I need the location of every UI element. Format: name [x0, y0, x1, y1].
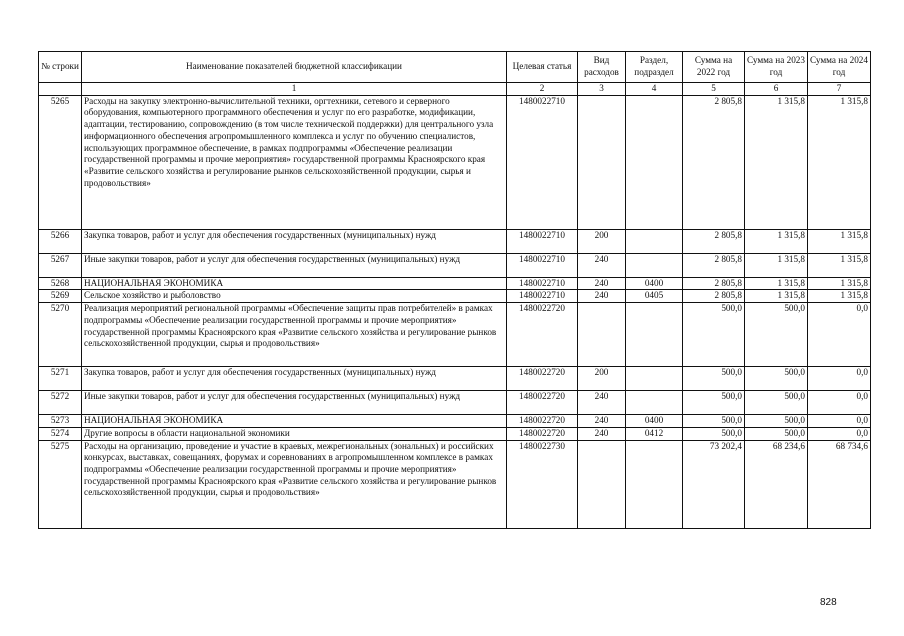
row-number: 5273 [39, 415, 82, 428]
row-section: 0412 [626, 427, 683, 440]
table-body [39, 95, 871, 528]
row-section [626, 253, 683, 277]
row-target: 1480022720 [507, 391, 578, 415]
row-number: 5270 [39, 303, 82, 367]
row-number: 5267 [39, 253, 82, 277]
row-name: Расходы на закупку электронно-вычислительной техники, оргтехники, сетевого и серверного оборудования, компьютерного программного обеспечения и услуг по его разработке, модификации, адаптации, тестированию, сопровождению (в том числе технической поддержки) для центрального узла информационного обеспечения агропромышленного комплекса и услуг по обучению специалистов, использующих программное обеспечение, в рамках подпрограммы «Обеспечение реализации государственной программы и прочие мероприятия» государственной программы Красноярского края «Развитие сельского хозяйства и регулирование рынков сельскохозяйственной продукции, сырья и продовольствия» [82, 95, 507, 229]
row-number: 5265 [39, 95, 82, 229]
row-expense-type: 200 [578, 229, 626, 253]
row-expense-type: 240 [578, 415, 626, 428]
row-target: 1480022710 [507, 229, 578, 253]
row-expense-type [578, 95, 626, 229]
row-sum-2022: 73 202,4 [683, 440, 745, 528]
col-number: 6 [745, 83, 808, 96]
row-name: Закупка товаров, работ и услуг для обеспечения государственных (муниципальных) нужд [82, 229, 507, 253]
table-row [39, 277, 871, 290]
row-sum-2022: 500,0 [683, 427, 745, 440]
row-expense-type: 240 [578, 253, 626, 277]
row-sum-2024: 0,0 [808, 391, 871, 415]
row-expense-type [578, 303, 626, 367]
row-target: 1480022720 [507, 367, 578, 391]
row-section: 0405 [626, 290, 683, 303]
table-row [39, 427, 871, 440]
col-number: 2 [507, 83, 578, 96]
row-sum-2023: 1 315,8 [745, 229, 808, 253]
row-number: 5271 [39, 367, 82, 391]
row-section: 0400 [626, 415, 683, 428]
row-target: 1480022720 [507, 303, 578, 367]
budget-table [38, 51, 871, 529]
table-row [39, 95, 871, 229]
row-target: 1480022730 [507, 440, 578, 528]
row-sum-2022: 500,0 [683, 415, 745, 428]
row-sum-2024: 0,0 [808, 367, 871, 391]
row-sum-2024: 68 734,6 [808, 440, 871, 528]
row-expense-type: 240 [578, 427, 626, 440]
row-sum-2022: 2 805,8 [683, 229, 745, 253]
row-name: Сельское хозяйство и рыболовство [82, 290, 507, 303]
page-number: 828 [820, 597, 837, 608]
row-name: Реализация мероприятий региональной программы «Обеспечение защиты прав потребителей» в рамках подпрограммы «Обеспечение реализации государственной программы и прочие мероприятия» государственной программы Красноярского края «Развитие сельского хозяйства и регулирование рынков сельскохозяйственной продукции, сырья и продовольствия» [82, 303, 507, 367]
row-sum-2023: 500,0 [745, 415, 808, 428]
row-expense-type: 240 [578, 290, 626, 303]
row-sum-2023: 1 315,8 [745, 253, 808, 277]
row-target: 1480022710 [507, 253, 578, 277]
row-sum-2023: 1 315,8 [745, 290, 808, 303]
row-number: 5269 [39, 290, 82, 303]
row-sum-2023: 500,0 [745, 427, 808, 440]
col-number: 1 [82, 83, 507, 96]
col-expense-type: Вид расходов [578, 52, 626, 83]
row-sum-2022: 500,0 [683, 391, 745, 415]
row-section: 0400 [626, 277, 683, 290]
row-name: Другие вопросы в области национальной экономики [82, 427, 507, 440]
table-row [39, 367, 871, 391]
row-name: Иные закупки товаров, работ и услуг для обеспечения государственных (муниципальных) нужд [82, 253, 507, 277]
row-name: НАЦИОНАЛЬНАЯ ЭКОНОМИКА [82, 277, 507, 290]
col-number: 3 [578, 83, 626, 96]
col-number: 4 [626, 83, 683, 96]
row-name: Закупка товаров, работ и услуг для обеспечения государственных (муниципальных) нужд [82, 367, 507, 391]
col-name: Наименование показателей бюджетной классификации [82, 52, 507, 83]
table-row [39, 440, 871, 528]
row-section [626, 367, 683, 391]
row-sum-2022: 500,0 [683, 303, 745, 367]
row-expense-type: 240 [578, 391, 626, 415]
row-sum-2022: 2 805,8 [683, 290, 745, 303]
row-number: 5268 [39, 277, 82, 290]
row-sum-2022: 2 805,8 [683, 253, 745, 277]
row-target: 1480022720 [507, 427, 578, 440]
table-row [39, 391, 871, 415]
row-sum-2022: 2 805,8 [683, 277, 745, 290]
row-sum-2022: 2 805,8 [683, 95, 745, 229]
row-sum-2024: 1 315,8 [808, 95, 871, 229]
row-sum-2023: 500,0 [745, 367, 808, 391]
table-row [39, 303, 871, 367]
row-sum-2024: 0,0 [808, 303, 871, 367]
row-section [626, 391, 683, 415]
row-sum-2024: 0,0 [808, 427, 871, 440]
row-sum-2024: 1 315,8 [808, 277, 871, 290]
row-sum-2023: 68 234,6 [745, 440, 808, 528]
row-name: Иные закупки товаров, работ и услуг для обеспечения государственных (муниципальных) нужд [82, 391, 507, 415]
table-row [39, 229, 871, 253]
row-sum-2023: 1 315,8 [745, 95, 808, 229]
col-number: 5 [683, 83, 745, 96]
table-row [39, 253, 871, 277]
col-sum-2024: Сумма на 2024 год [808, 52, 871, 83]
col-target: Целевая статья [507, 52, 578, 83]
row-number: 5266 [39, 229, 82, 253]
row-number: 5274 [39, 427, 82, 440]
row-sum-2024: 1 315,8 [808, 253, 871, 277]
row-name: НАЦИОНАЛЬНАЯ ЭКОНОМИКА [82, 415, 507, 428]
col-sum-2023: Сумма на 2023 год [745, 52, 808, 83]
row-expense-type: 240 [578, 277, 626, 290]
row-target: 1480022720 [507, 415, 578, 428]
row-number: 5275 [39, 440, 82, 528]
row-sum-2022: 500,0 [683, 367, 745, 391]
row-target: 1480022710 [507, 277, 578, 290]
col-number-blank [39, 83, 82, 96]
header-row [39, 52, 871, 83]
row-section [626, 303, 683, 367]
row-expense-type: 200 [578, 367, 626, 391]
row-target: 1480022710 [507, 95, 578, 229]
table-row [39, 415, 871, 428]
col-row-no: № строки [39, 52, 82, 83]
row-sum-2023: 1 315,8 [745, 277, 808, 290]
col-sum-2022: Сумма на 2022 год [683, 52, 745, 83]
row-sum-2024: 1 315,8 [808, 290, 871, 303]
row-name: Расходы на организацию, проведение и участие в краевых, межрегиональных (зональных) и российских конкурсах, выставках, совещаниях, форумах и соревнованиях в агропромышленном комплексе в рамках подпрограммы «Обеспечение реализации государственной программы и прочие мероприятия» государственной программы Красноярского края «Развитие сельского хозяйства и регулирование рынков сельскохозяйственной продукции, сырья и продовольствия» [82, 440, 507, 528]
col-number: 7 [808, 83, 871, 96]
row-target: 1480022710 [507, 290, 578, 303]
row-section [626, 440, 683, 528]
row-sum-2024: 1 315,8 [808, 229, 871, 253]
col-section: Раздел, подраздел [626, 52, 683, 83]
row-sum-2024: 0,0 [808, 415, 871, 428]
row-sum-2023: 500,0 [745, 303, 808, 367]
table-row [39, 290, 871, 303]
row-section [626, 95, 683, 229]
row-expense-type [578, 440, 626, 528]
column-number-row [39, 83, 871, 96]
row-section [626, 229, 683, 253]
row-sum-2023: 500,0 [745, 391, 808, 415]
budget-sheet [38, 51, 870, 529]
row-number: 5272 [39, 391, 82, 415]
